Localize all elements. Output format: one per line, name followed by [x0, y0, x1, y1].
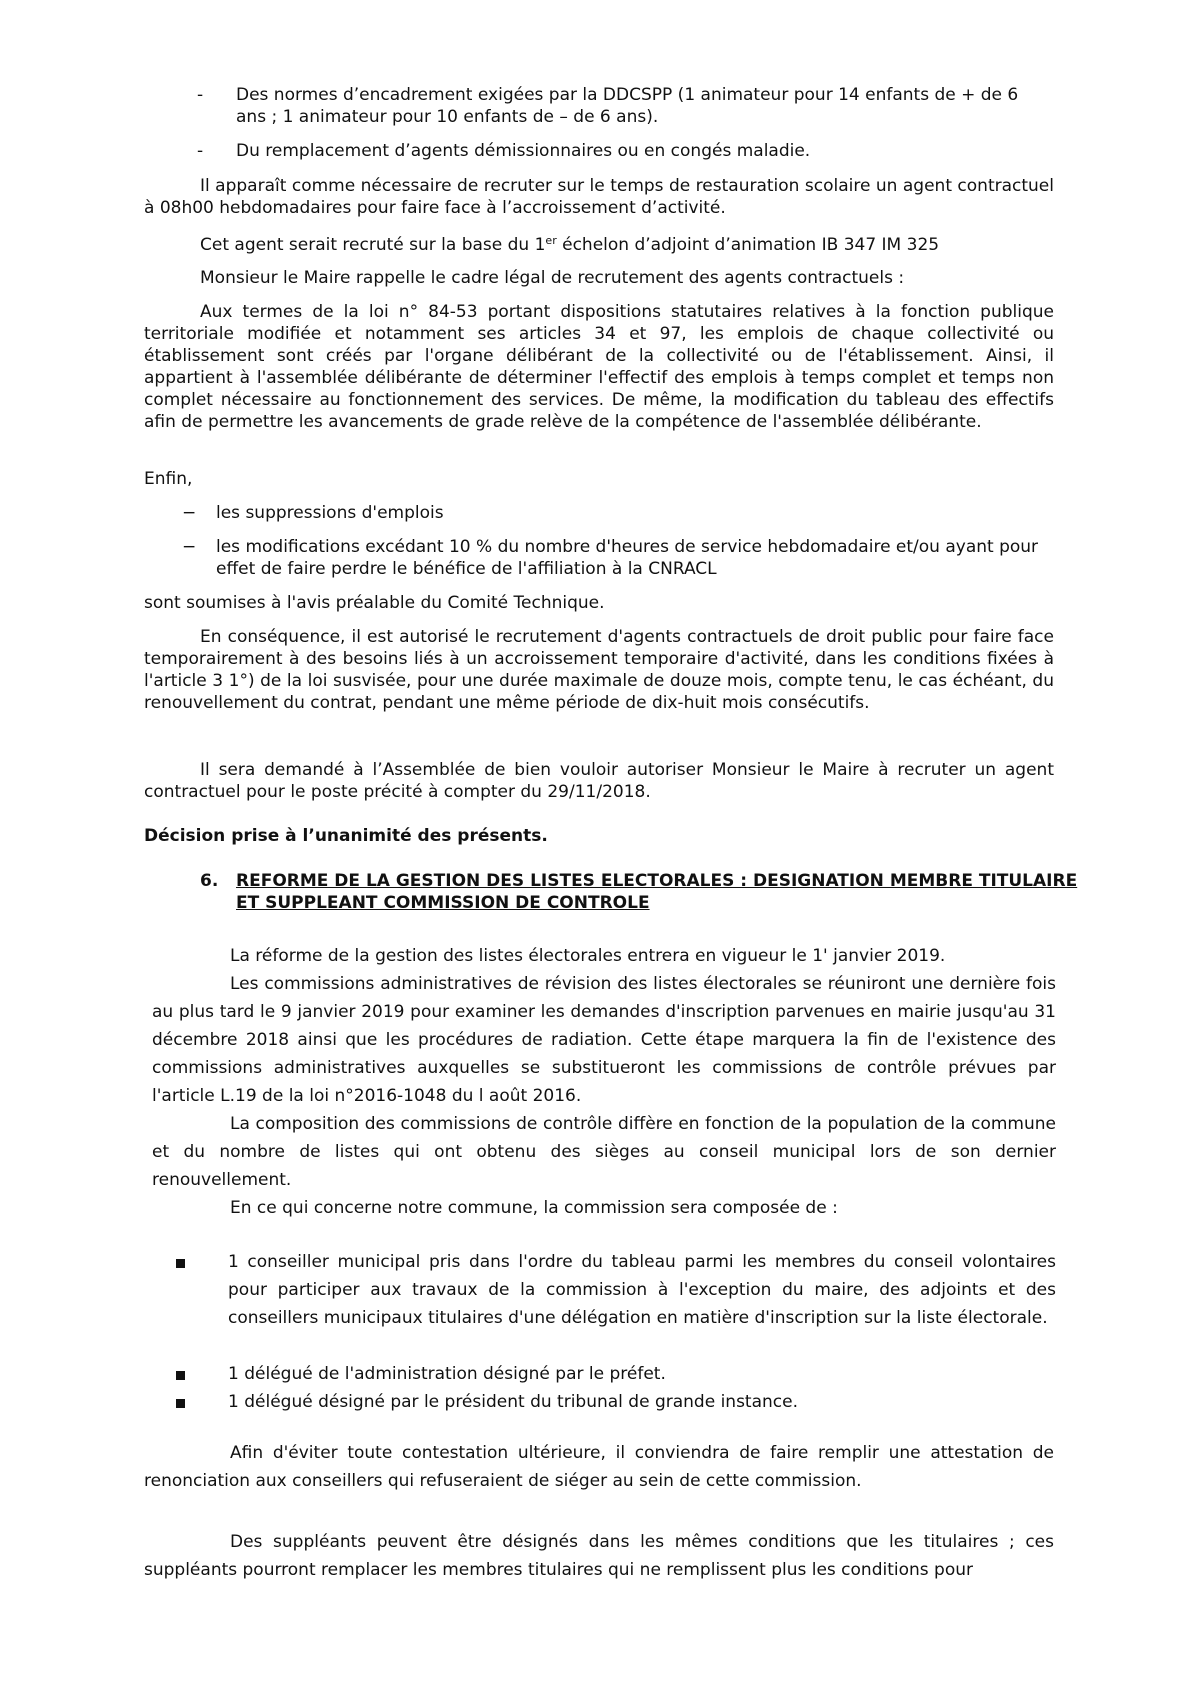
list-item	[182, 536, 1052, 580]
list-item-text: 1 délégué de l'administration désigné par le préfet.	[228, 1364, 666, 1384]
list-item	[197, 84, 1050, 128]
list-item	[176, 1248, 1056, 1332]
dash-bullet: -	[197, 85, 204, 105]
square-bullet-icon	[176, 1371, 185, 1380]
paragraph-enfin: Enfin,	[144, 469, 193, 489]
section-heading	[200, 870, 1080, 914]
paragraph-consequence: En conséquence, il est autorisé le recrutement d'agents contractuels de droit public pour faire face temporairement à des besoins liés à un accroissement temporaire d'activité, dans les conditions fixées à l'article 3 1°) de la loi susvisée, pour une durée maximale de douze mois, compte tenu, le cas échéant, du renouvellement du contrat, pendant une même période de dix-huit mois consécutifs.	[144, 627, 1054, 713]
decision-statement: Décision prise à l’unanimité des présents.	[144, 826, 548, 846]
minus-bullet: −	[182, 537, 197, 557]
square-bullet-icon	[176, 1259, 185, 1268]
square-bullet-icon	[176, 1399, 185, 1408]
list-item-text: 1 conseiller municipal pris dans l'ordre du tableau parmi les membres du conseil volontaires pour participer aux travaux de la commission à l'exception du maire, des adjoints et des conseillers municipaux titulaires d'une délégation en matière d'inscription sur la liste électorale.	[228, 1252, 1056, 1328]
paragraph-recrutement: Il apparaît comme nécessaire de recruter sur le temps de restauration scolaire un agent contractuel à 08h00 hebdomadaires pour faire face à l’accroissement d’activité.	[144, 176, 1054, 218]
minus-bullet: −	[182, 503, 197, 523]
superscript-er: er	[545, 234, 557, 247]
list-item-text: Du remplacement d’agents démissionnaires ou en congés maladie.	[236, 141, 811, 161]
paragraph-suppleants: Des suppléants peuvent être désignés dans les mêmes conditions que les titulaires ; ces suppléants pourront remplacer les membres titulaires qui ne remplissent plus les conditions pour	[144, 1532, 1054, 1580]
paragraph-notre-commune: En ce qui concerne notre commune, la commission sera composée de :	[230, 1198, 838, 1218]
section-number: 6.	[200, 871, 219, 891]
paragraph-reforme: La réforme de la gestion des listes électorales entrera en vigueur le 1' janvier 2019.	[230, 946, 946, 966]
list-item	[176, 1360, 1056, 1388]
paragraph-agent: Cet agent serait recruté sur la base du 1er échelon d’adjoint d’animation IB 347 IM 325	[200, 234, 940, 255]
list-item-text: Des normes d’encadrement exigées par la DDCSPP (1 animateur pour 14 enfants de + de 6 ans ; 1 animateur pour 10 enfants de – de 6 ans).	[236, 85, 1019, 127]
list-item-text: 1 délégué désigné par le président du tribunal de grande instance.	[228, 1392, 798, 1412]
paragraph-loi: Aux termes de la loi n° 84-53 portant dispositions statutaires relatives à la fonction publique territoriale modifiée et notamment ses articles 34 et 97, les emplois de chaque collectivité ou établissement sont créés par l'organe délibérant de la collectivité ou de l'établissement. Ainsi, il appartient à l'assemblée délibérante de déterminer l'effectif des emplois à temps complet et temps non complet nécessaire au fonctionnement des services. De même, la modification du tableau des effectifs afin de permettre les avancements de grade relève de la compétence de l'assemblée délibérante.	[144, 302, 1054, 432]
paragraph-composition: La composition des commissions de contrôle diffère en fonction de la population de la commune et du nombre de listes qui ont obtenu des sièges au conseil municipal lors de son dernier renouvellement.	[152, 1114, 1056, 1190]
dash-bullet: -	[197, 141, 204, 161]
list-item-text: les suppressions d'emplois	[216, 503, 444, 523]
paragraph-maire: Monsieur le Maire rappelle le cadre légal de recrutement des agents contractuels :	[200, 268, 905, 288]
paragraph-soumises: sont soumises à l'avis préalable du Comité Technique.	[144, 593, 605, 613]
list-item	[197, 140, 1050, 162]
paragraph-demande: Il sera demandé à l’Assemblée de bien vouloir autoriser Monsieur le Maire à recruter un agent contractuel pour le poste précité à compter du 29/11/2018.	[144, 760, 1054, 802]
list-item-text: les modifications excédant 10 % du nombre d'heures de service hebdomadaire et/ou ayant pour effet de faire perdre le bénéfice de l'affiliation à la CNRACL	[216, 537, 1039, 579]
paragraph-afin: Afin d'éviter toute contestation ultérieure, il conviendra de faire remplir une attestation de renonciation aux conseillers qui refuseraient de siéger au sein de cette commission.	[144, 1443, 1054, 1491]
list-item	[182, 502, 1052, 524]
paragraph-commissions: Les commissions administratives de révision des listes électorales se réuniront une dernière fois au plus tard le 9 janvier 2019 pour examiner les demandes d'inscription parvenues en mairie jusqu'au 31 décembre 2018 ainsi que les procédures de radiation. Cette étape marquera la fin de l'existence des commissions administratives auxquelles se substitueront les commissions de contrôle prévues par l'article L.19 de la loi n°2016-1048 du l août 2016.	[152, 974, 1056, 1106]
list-item	[176, 1388, 1056, 1416]
section-title: REFORME DE LA GESTION DES LISTES ELECTORALES : DESIGNATION MEMBRE TITULAIRE ET SUPPLEANT COMMISSION DE CONTROLE	[236, 871, 1078, 913]
